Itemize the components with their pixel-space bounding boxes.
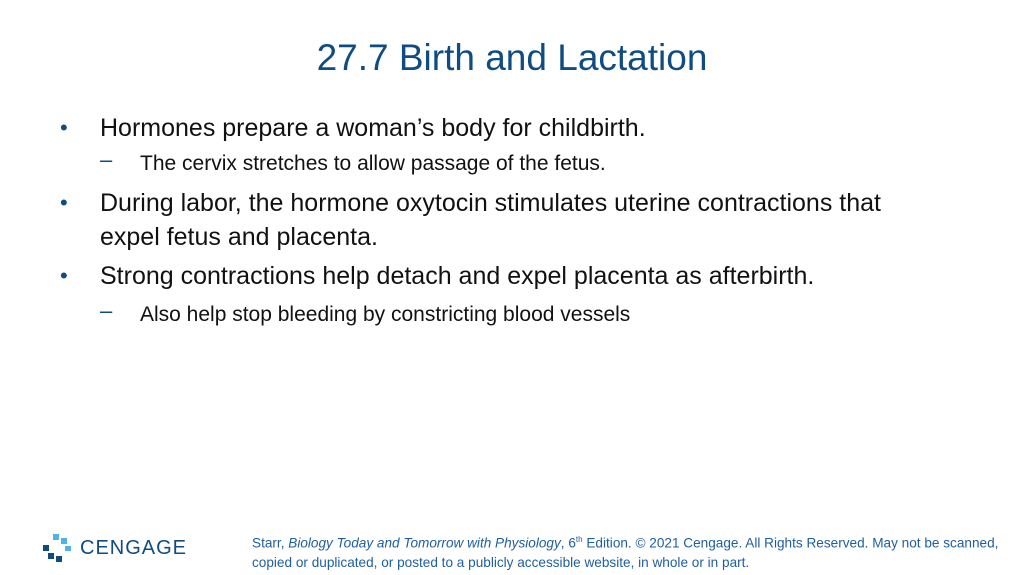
slide-title: 27.7 Birth and Lactation	[316, 37, 708, 78]
bullet-text: Strong contractions help detach and expel placenta as afterbirth.	[100, 262, 815, 290]
copyright-footer	[252, 530, 1002, 572]
sub-bullet-item	[100, 298, 940, 330]
dash-icon: –	[100, 298, 113, 323]
sub-bullet-text: The cervix stretches to allow passage of the fetus.	[140, 152, 606, 175]
footer-edition-suffix: th	[575, 535, 583, 544]
bullet-text: Hormones prepare a woman’s body for childbirth.	[100, 114, 646, 142]
bullet-item	[60, 186, 930, 254]
footer-rights: Edition. © 2021 Cengage. All Rights Reserved. May not be scanned, copied or duplicated, or posted to a publicly accessible website, in whole or in part.	[252, 535, 999, 570]
bullet-item	[60, 259, 930, 293]
cengage-logo-icon	[40, 533, 72, 563]
bullet-dot-icon: •	[60, 115, 68, 140]
footer-book-title: Biology Today and Tomorrow with Physiology	[288, 535, 561, 551]
logo-text: CENGAGE	[80, 537, 188, 559]
cengage-logo	[40, 531, 187, 565]
bullet-item	[60, 111, 930, 145]
bullet-dot-icon: •	[60, 190, 68, 215]
bullet-text: During labor, the hormone oxytocin stimulates uterine contractions that expel fetus and placenta.	[100, 189, 881, 251]
dash-icon: –	[100, 147, 113, 172]
footer-edition: , 6	[560, 535, 576, 551]
footer-author: Starr,	[252, 535, 289, 551]
sub-bullet-item	[100, 147, 940, 179]
bullet-dot-icon: •	[60, 263, 68, 288]
sub-bullet-text: Also help stop bleeding by constricting blood vessels	[140, 303, 631, 326]
